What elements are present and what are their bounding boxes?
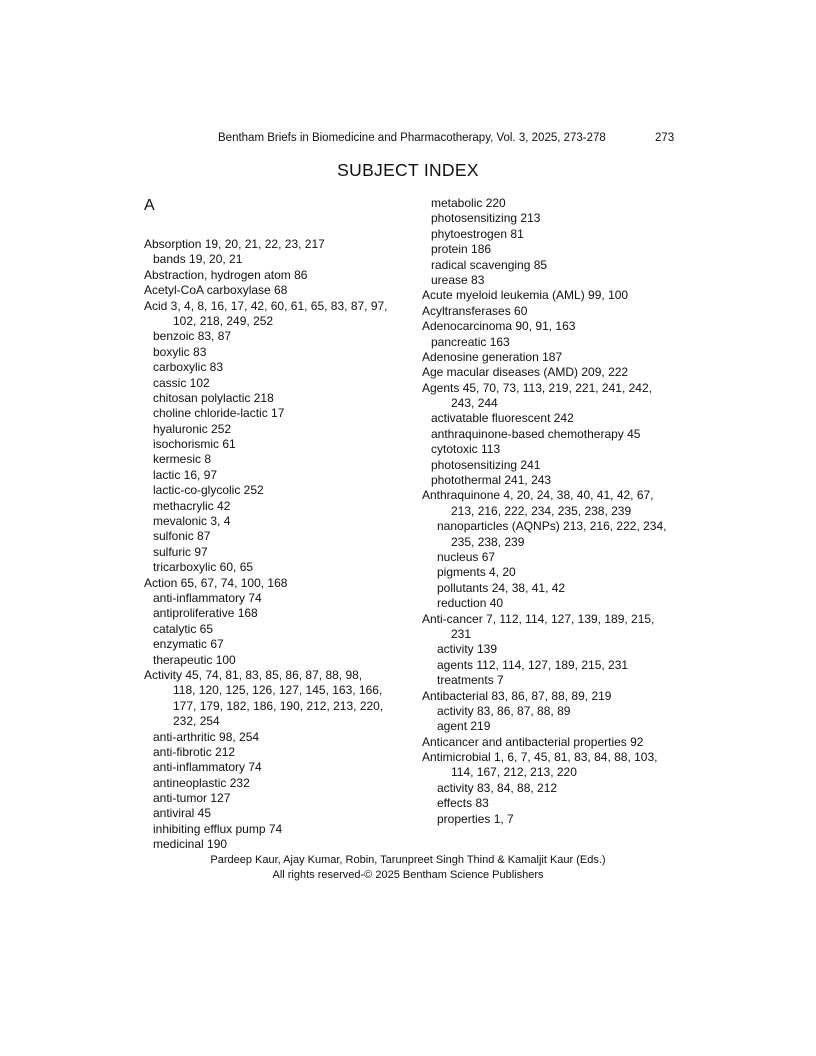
index-subentry: treatments 7: [437, 673, 504, 688]
index-subentry: carboxylic 83: [153, 360, 224, 375]
index-subentry: methacrylic 42: [153, 498, 231, 513]
index-subentry: pollutants 24, 38, 41, 42: [437, 580, 566, 595]
index-continuation: 102, 218, 249, 252: [173, 313, 274, 328]
index-subentry: tricarboxylic 60, 65: [153, 560, 254, 575]
index-entry: Anti-cancer 7, 112, 114, 127, 139, 189, 215,: [422, 611, 655, 626]
index-subentry: antineoplastic 232: [153, 775, 250, 790]
index-subentry: sulfuric 97: [153, 544, 208, 559]
right-entries: [422, 196, 666, 827]
index-subentry: mevalonic 3, 4: [153, 514, 231, 529]
index-subentry: enzymatic 67: [153, 637, 224, 652]
index-subentry: lactic-co-glycolic 252: [153, 483, 264, 498]
index-entry: Absorption 19, 20, 21, 22, 23, 217: [144, 237, 325, 251]
index-subentry: cytotoxic 113: [431, 442, 501, 457]
index-continuation: 114, 167, 212, 213, 220: [451, 765, 577, 780]
index-subentry: anti-fibrotic 212: [153, 744, 236, 759]
index-entry: Acetyl-CoA carboxylase 68: [144, 283, 288, 298]
index-continuation: 235, 238, 239: [451, 534, 525, 549]
index-subentry: protein 186: [431, 242, 492, 257]
index-subentry: antiviral 45: [153, 806, 212, 821]
index-subentry: photothermal 241, 243: [431, 473, 552, 488]
index-entry: Antibacterial 83, 86, 87, 88, 89, 219: [422, 688, 612, 703]
index-subentry: reduction 40: [437, 596, 504, 611]
index-entry: Acid 3, 4, 8, 16, 17, 42, 60, 61, 65, 83, 87, 97,: [144, 298, 388, 313]
page-title: SUBJECT INDEX: [337, 160, 479, 180]
page-number: 273: [655, 132, 675, 144]
index-subentry: boxylic 83: [153, 344, 207, 359]
index-subentry: anti-inflammatory 74: [153, 590, 262, 605]
index-subentry: agents 112, 114, 127, 189, 215, 231: [437, 657, 629, 672]
index-continuation: 213, 216, 222, 234, 235, 238, 239: [451, 503, 632, 518]
index-entry: Age macular diseases (AMD) 209, 222: [422, 365, 629, 380]
index-subentry: benzoic 83, 87: [153, 329, 232, 344]
index-subentry: hyaluronic 252: [153, 421, 232, 436]
index-column-left: [144, 196, 388, 853]
index-subentry: activatable fluorescent 242: [431, 411, 574, 426]
index-subentry: pancreatic 163: [431, 334, 510, 349]
index-subentry: kermesic 8: [153, 452, 212, 467]
index-subentry: anti-arthritic 98, 254: [153, 729, 260, 744]
index-subentry: anti-inflammatory 74: [153, 760, 262, 775]
index-subentry: isochorismic 61: [153, 437, 236, 452]
index-continuation: 231: [451, 626, 472, 641]
index-entry: Adenosine generation 187: [422, 349, 563, 364]
index-subentry: medicinal 190: [153, 837, 228, 852]
index-subentry: pigments 4, 20: [437, 565, 516, 580]
index-subentry: anti-tumor 127: [153, 791, 231, 806]
index-subentry: activity 139: [437, 642, 498, 657]
section-letter: A: [144, 197, 155, 214]
index-entry: Acute myeloid leukemia (AML) 99, 100: [422, 288, 629, 303]
index-subentry: therapeutic 100: [153, 652, 236, 667]
index-subentry: urease 83: [431, 272, 485, 287]
index-subentry: activity 83, 84, 88, 212: [437, 780, 558, 795]
index-subentry: radical scavenging 85: [431, 257, 548, 272]
index-subentry: properties 1, 7: [437, 811, 514, 826]
index-subentry: choline chloride-lactic 17: [153, 406, 285, 421]
index-subentry: phytoestrogen 81: [431, 226, 524, 241]
index-subentry: lactic 16, 97: [153, 467, 218, 482]
index-entry: Abstraction, hydrogen atom 86: [144, 267, 308, 282]
index-entry: Acyltransferases 60: [422, 303, 528, 318]
index-subentry: cassic 102: [153, 375, 210, 390]
index-entry: Anticancer and antibacterial properties 92: [422, 734, 644, 749]
index-entry: Agents 45, 70, 73, 113, 219, 221, 241, 242,: [422, 380, 652, 395]
index-entry: Activity 45, 74, 81, 83, 85, 86, 87, 88, 98,: [144, 667, 363, 682]
index-entry: Action 65, 67, 74, 100, 168: [144, 575, 288, 590]
index-subentry: catalytic 65: [153, 621, 214, 636]
index-subentry: antiproliferative 168: [153, 606, 258, 621]
index-subentry: agent 219: [437, 719, 491, 734]
index-entry: Anthraquinone 4, 20, 24, 38, 40, 41, 42, 67,: [422, 488, 654, 503]
index-subentry: nucleus 67: [437, 549, 496, 564]
left-entries: [144, 237, 388, 853]
index-entry: Adenocarcinoma 90, 91, 163: [422, 319, 576, 334]
index-subentry: chitosan polylactic 218: [153, 390, 274, 405]
index-subentry: nanoparticles (AQNPs) 213, 216, 222, 234,: [437, 519, 667, 534]
index-subentry: inhibiting efflux pump 74: [153, 821, 283, 836]
index-subentry: photosensitizing 241: [431, 457, 541, 472]
index-subentry: photosensitizing 213: [431, 211, 541, 226]
index-subentry: effects 83: [437, 796, 489, 811]
index-continuation: 177, 179, 182, 186, 190, 212, 213, 220,: [173, 698, 384, 713]
index-subentry: metabolic 220: [431, 196, 506, 210]
index-column-right: [422, 196, 666, 827]
footer-editors: Pardeep Kaur, Ajay Kumar, Robin, Tarunpreet Singh Thind & Kamaljit Kaur (Eds.): [210, 854, 606, 866]
running-header: Bentham Briefs in Biomedicine and Pharmacotherapy, Vol. 3, 2025, 273-278: [218, 132, 606, 144]
footer-rights: All rights reserved-© 2025 Bentham Science Publishers: [272, 869, 544, 881]
index-subentry: sulfonic 87: [153, 529, 211, 544]
index-continuation: 243, 244: [451, 396, 498, 411]
index-entry: Antimicrobial 1, 6, 7, 45, 81, 83, 84, 88, 103,: [422, 750, 658, 765]
index-subentry: bands 19, 20, 21: [153, 252, 243, 267]
index-continuation: 118, 120, 125, 126, 127, 145, 163, 166,: [173, 683, 383, 698]
index-subentry: activity 83, 86, 87, 88, 89: [437, 703, 571, 718]
index-continuation: 232, 254: [173, 714, 220, 729]
index-subentry: anthraquinone-based chemotherapy 45: [431, 426, 641, 441]
footer: [0, 853, 816, 883]
